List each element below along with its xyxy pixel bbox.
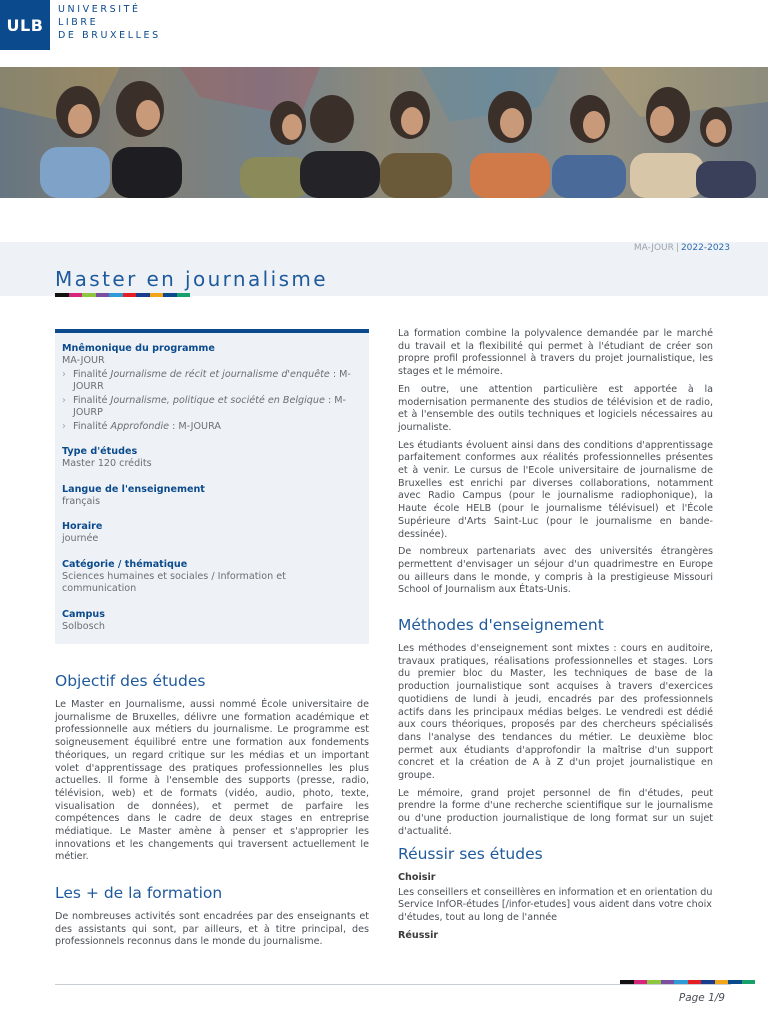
students-illustration <box>0 67 768 198</box>
langue-label: Langue de l'enseignement <box>62 483 205 495</box>
academic-year: 2022-2023 <box>680 243 730 253</box>
program-info-box <box>55 329 369 644</box>
color-strip-segment <box>136 293 150 297</box>
logo-line-2: LIBRE <box>58 17 99 28</box>
color-strip-segment <box>742 980 756 984</box>
finalite-item[interactable]: › Finalité Journalisme de récit et journalisme d'enquête : M-JOURR <box>62 368 351 392</box>
color-strip-segment <box>82 293 96 297</box>
campus-label: Campus <box>62 608 105 620</box>
reussir-label: Réussir <box>398 929 439 941</box>
logo-line-1: UNIVERSITÉ <box>58 4 141 15</box>
chevron-right-icon: › <box>62 394 66 406</box>
heading-plus: Les + de la formation <box>55 884 223 902</box>
footer-divider <box>55 984 731 985</box>
methodes-paragraph: Le mémoire, grand projet personnel de fin d'études, peut prendre la forme d'une recherche scientifique sur le journalisme ou d'une production journalistique de long format sur un sujet d'actualité. <box>398 787 713 837</box>
logo-wordmark <box>58 3 161 42</box>
methodes-paragraph: Les méthodes d'enseignement sont mixtes : cours en auditoire, travaux pratiques, réalisations professionnelles et stages. Lors du premier bloc du Master, les techniques de base de la production journalistique sont acquises à travers d'exercices quotidiens de lundi à jeudi, encadrés par des professionnels actifs dans les principaux médias belges. Le vendredi est dédié aux cours théoriques, proposés par des chercheurs spécialisés dans l'analyse des tendances du métier. Le deuxième bloc permet aux étudiants d'approfondir la maîtrise d'un support concret et la création de A à Z d'un projet journalistique en groupe. <box>398 643 713 782</box>
campus-value: Solbosch <box>62 620 105 632</box>
page-number: Page 1/9 <box>678 992 725 1004</box>
intro-paragraph: La formation combine la polyvalence demandée par le marché du travail et la flexibilité qui permet à l'étudiant de créer son propre profil professionnel à travers du projet journalistique, les stages et le mémoire. <box>398 328 713 378</box>
color-strip-segment <box>163 293 177 297</box>
choisir-label: Choisir <box>398 872 436 883</box>
choisir-paragraph: Les conseillers et conseillères en information et en orientation du Service InfOR-études [/infor-etudes] vous aident dans votre choix d'études, tout au long de l'année <box>398 886 713 924</box>
categorie-label: Catégorie / thématique <box>62 558 188 570</box>
reussir-text <box>398 872 713 943</box>
type-label: Type d'études <box>62 446 138 457</box>
color-strip-segment <box>69 293 83 297</box>
categorie-value: Sciences humaines et sociales / Information et communication <box>62 570 286 594</box>
chevron-right-icon: › <box>62 368 66 380</box>
heading-reussir: Réussir ses études <box>398 845 543 863</box>
color-strip-segment <box>177 293 191 297</box>
color-strip-segment <box>96 293 110 297</box>
mnemonique-label: Mnêmonique du programme <box>62 343 215 354</box>
program-code-line: MA-JOUR | 2022-2023 <box>633 243 730 253</box>
langue-value: français <box>62 495 101 507</box>
objectif-paragraph: Le Master en Journalisme, aussi nommé École universitaire de journalisme de Bruxelles, délivre une formation académique et professionnelle aux métiers du journalisme. Le programme est soigneusement équilibré entre une formation aux fondements théoriques, un regard critique sur les médias et un important volet d'apprentissage des pratiques professionnelles les plus actuelles. Il forme à l'ensemble des supports (presse, radio, télévision, web) et de formats (vidéo, audio, photo, texte, visualisation de données), et permet de parfaire les compétences dans le cadre de deux stages en entreprise médiatique. Le Master amène à penser et s'approprier les innovations et les changements qui traversent actuellement le métier. <box>55 699 369 863</box>
heading-methodes: Méthodes d'enseignement <box>398 616 604 634</box>
program-code: MA-JOUR <box>633 243 674 253</box>
type-value: Master 120 crédits <box>62 458 152 469</box>
methodes-text <box>398 643 713 844</box>
mnemonique-value: MA-JOUR <box>62 355 105 366</box>
logo-acronym: ULB <box>0 0 50 50</box>
page-title: Master en journalisme <box>55 267 328 291</box>
color-strip-segment <box>109 293 123 297</box>
color-strip-segment <box>150 293 164 297</box>
horaire-label: Horaire <box>62 521 103 532</box>
intro-text <box>398 328 713 602</box>
heading-objectif: Objectif des études <box>55 672 206 690</box>
logo-line-3: DE BRUXELLES <box>58 30 161 41</box>
color-strip-title <box>55 293 190 297</box>
plus-text <box>55 911 369 954</box>
banner-photo <box>0 67 768 198</box>
color-strip-segment <box>123 293 137 297</box>
objectif-text <box>55 699 369 869</box>
ulb-logo <box>0 0 161 50</box>
plus-paragraph: De nombreuses activités sont encadrées par des enseignants et des assistants qui sont, par ailleurs, et à titre principal, des professionnels reconnus dans le monde du journalisme. <box>55 911 369 948</box>
horaire-value: journée <box>62 533 99 544</box>
intro-paragraph: De nombreux partenariats avec des universités étrangères permettent d'envisager un séjour d'un quadrimestre en Europe ou ailleurs dans le monde, y compris à la prestigieuse Missouri School of Journalism aux États-Unis. <box>398 546 713 596</box>
intro-paragraph: Les étudiants évoluent ainsi dans des conditions d'apprentissage parfaitement conformes aux réalités professionnelles présentes et à venir. Le cursus de l'Ecole universitaire de journalisme de Bruxelles est enrichi par diverses collaborations, notamment avec Radio Campus (pour le journalisme radiophonique), la Haute école HELB (pour le journalisme télévisuel) et l'École Supérieure d'Arts Saint-Luc (pour le journalisme en bande-dessinée). <box>398 439 713 540</box>
finalite-item[interactable]: › Finalité Approfondie : M-JOURA <box>62 420 221 432</box>
finalite-item[interactable]: › Finalité Journalisme, politique et société en Belgique : M-JOURP <box>62 394 346 418</box>
chevron-right-icon: › <box>62 420 66 432</box>
intro-paragraph: En outre, une attention particulière est apportée à la modernisation permanente des studios de télévision et de radio, et à l'ensemble des outils techniques et logiciels nécessaires au journaliste. <box>398 383 713 433</box>
color-strip-segment <box>55 293 69 297</box>
